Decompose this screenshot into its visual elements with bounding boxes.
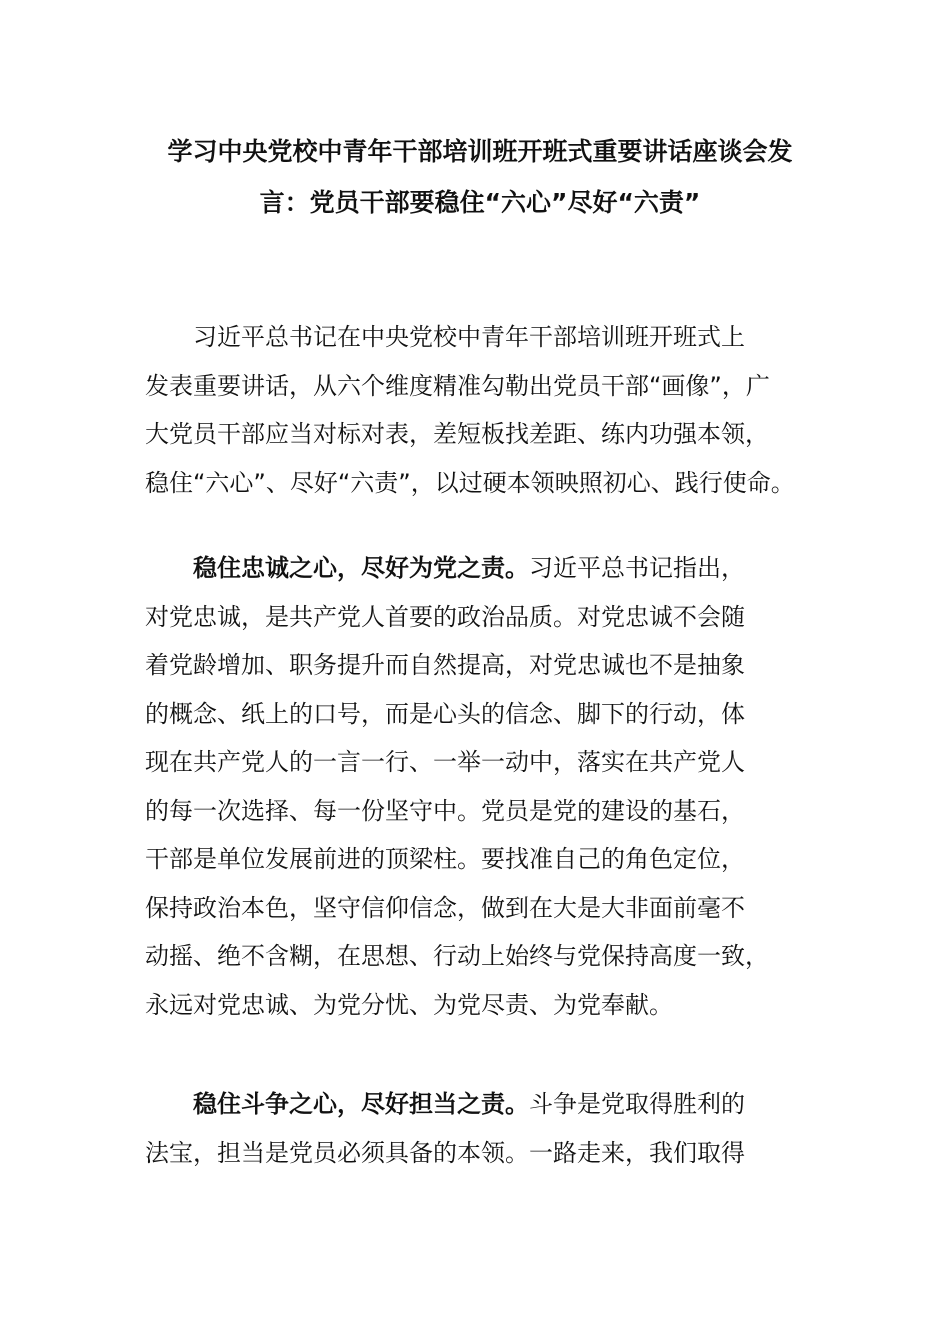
paragraph-loyalty (145, 544, 810, 1029)
paragraph-line: 习近平总书记在中央党校中青年干部培训班开班式上 (193, 323, 745, 351)
paragraph-line: 着党龄增加、职务提升而自然提高，对党忠诚也不是抽象 (145, 651, 745, 679)
paragraph-line-rest: 习近平总书记指出， (529, 554, 745, 582)
paragraph-line: 的每一次选择、每一份坚守中。党员是党的建设的基石， (145, 796, 745, 825)
document-title (150, 126, 810, 228)
paragraph-line: 保持政治本色，坚守信仰信念，做到在大是大非面前毫不 (145, 893, 745, 922)
paragraph-line: 对党忠诚，是共产党人首要的政治品质。对党忠诚不会随 (145, 602, 745, 631)
title-line: 言：党员干部要稳住“六心”尽好“六责” (259, 188, 701, 217)
paragraph-line: 永远对党忠诚、为党分忧、为党尽责、为党奉献。 (145, 990, 673, 1019)
paragraph-struggle (145, 1080, 810, 1177)
paragraph-lead-heading: 稳住忠诚之心，尽好为党之责。 (193, 554, 529, 582)
paragraph-line: 法宝，担当是党员必须具备的本领。一路走来，我们取得 (145, 1138, 745, 1167)
paragraph-line: 现在共产党人的一言一行、一举一动中，落实在共产党人 (145, 748, 745, 776)
paragraph-intro (145, 313, 810, 507)
paragraph-lead-heading: 稳住斗争之心，尽好担当之责。 (193, 1090, 529, 1118)
paragraph-line: 动摇、绝不含糊，在思想、行动上始终与党保持高度一致， (145, 942, 769, 970)
paragraph-line: 稳住“六心”、尽好“六责”，以过硬本领映照初心、践行使命。 (145, 468, 795, 497)
title-line: 学习中央党校中青年干部培训班开班式重要讲话座谈会发 (167, 137, 793, 166)
paragraph-first-line (145, 1080, 810, 1129)
paragraph-first-line (145, 544, 810, 593)
paragraph-line: 大党员干部应当对标对表，差短板找差距、练内功强本领， (145, 420, 769, 448)
paragraph-line: 干部是单位发展前进的顶梁柱。要找准自己的角色定位， (145, 845, 745, 873)
paragraph-line-rest: 斗争是党取得胜利的 (529, 1090, 745, 1118)
paragraph-line: 的概念、纸上的口号，而是心头的信念、脚下的行动，体 (145, 699, 745, 728)
paragraph-line: 发表重要讲话，从六个维度精准勾勒出党员干部“画像”，广 (145, 371, 770, 400)
